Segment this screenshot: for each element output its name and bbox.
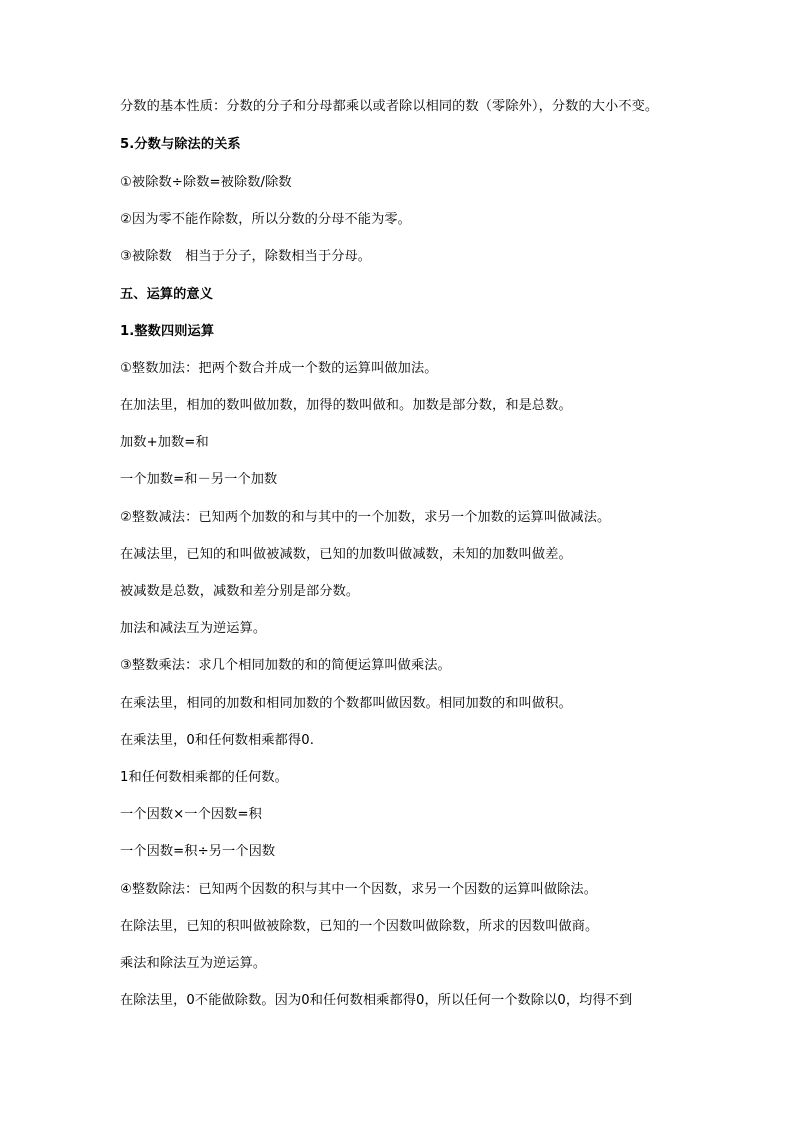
formula-addend: 一个加数=和－另一个加数: [120, 472, 278, 487]
paragraph-integer-division: ④整数除法：已知两个因数的积与其中一个因数，求另一个因数的运算叫做除法。: [120, 882, 597, 897]
list-item-zero-denominator: ②因为零不能作除数，所以分数的分母不能为零。: [120, 212, 411, 227]
paragraph-minuend-total: 被减数是总数，减数和差分别是部分数。: [120, 584, 360, 599]
paragraph-multiply-by-zero: 在乘法里，0和任何数相乘都得0.: [120, 733, 315, 748]
paragraph-inverse-multiply-divide: 乘法和除法互为逆运算。: [120, 956, 267, 971]
paragraph-integer-addition: ①整数加法：把两个数合并成一个数的运算叫做加法。: [120, 361, 438, 376]
paragraph-integer-multiplication: ③整数乘法：求几个相同加数的和的简便运算叫做乘法。: [120, 658, 451, 673]
paragraph-subtraction-terms: 在减法里，已知的和叫做被减数，已知的加数叫做减数，未知的加数叫做差。: [120, 547, 572, 562]
paragraph-division-terms: 在除法里，已知的积叫做被除数，已知的一个因数叫做除数，所求的因数叫做商。: [120, 919, 599, 934]
heading-integer-operations: 1.整数四则运算: [120, 324, 215, 339]
paragraph-multiply-by-one: 1和任何数相乘都的任何数。: [120, 770, 288, 785]
heading-fraction-division-relation: 5.分数与除法的关系: [120, 137, 241, 152]
paragraph-multiplication-terms: 在乘法里，相同的加数和相同加数的个数都叫做因数。相同加数的和叫做积。: [120, 696, 572, 711]
paragraph-inverse-add-subtract: 加法和减法互为逆运算。: [120, 621, 267, 636]
formula-factor: 一个因数=积÷另一个因数: [120, 844, 276, 859]
paragraph-integer-subtraction: ②整数减法：已知两个加数的和与其中的一个加数，求另一个加数的运算叫做减法。: [120, 510, 611, 525]
list-item-numerator-denominator: ③被除数 相当于分子，除数相当于分母。: [120, 249, 372, 264]
paragraph-addition-terms: 在加法里，相加的数叫做加数，加得的数叫做和。加数是部分数，和是总数。: [120, 398, 572, 413]
list-item-dividend-divisor: ①被除数÷除数=被除数/除数: [120, 175, 292, 190]
formula-addition: 加数+加数=和: [120, 435, 209, 450]
formula-multiplication: 一个因数×一个因数=积: [120, 807, 262, 822]
section-heading-operations: 五、运算的意义: [120, 287, 214, 302]
paragraph-fraction-basic-property: 分数的基本性质：分数的分子和分母都乘以或者除以相同的数（零除外），分数的大小不变。: [120, 99, 659, 114]
paragraph-division-by-zero: 在除法里，0不能做除数。因为0和任何数相乘都得0，所以任何一个数除以0，均得不到: [120, 993, 633, 1008]
